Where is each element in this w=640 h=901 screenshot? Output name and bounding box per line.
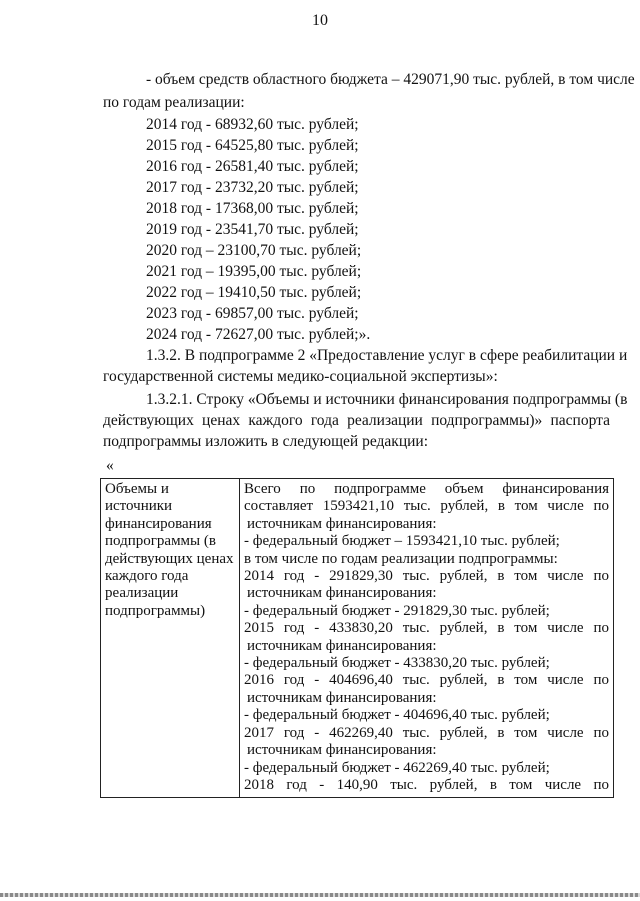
section-132-line-2: государственной системы медико-социальной экспертизы»: — [103, 368, 498, 385]
year-item: 2024 год - 72627,00 тыс. рублей;». — [146, 326, 371, 343]
scan-edge-rule — [0, 893, 640, 897]
intro-line-1: - объем средств областного бюджета – 429071,90 тыс. рублей, в том числе — [146, 71, 635, 88]
financing-line: источникам финансирования: — [247, 689, 437, 706]
financing-line: 2018 год - 140,90 тыс. рублей, в том числе по — [244, 776, 609, 793]
open-quote: « — [106, 457, 114, 474]
year-item: 2022 год – 19410,50 тыс. рублей; — [146, 284, 362, 301]
section-1321-line-1: 1.3.2.1. Строку «Объемы и источники финансирования подпрограммы (в — [146, 391, 628, 408]
row-header-line: источники — [105, 498, 173, 515]
financing-line: 2014 год - 291829,30 тыс. рублей, в том числе по — [244, 568, 609, 585]
row-header-line: подпрограммы) — [105, 602, 206, 619]
row-header-line: финансирования — [105, 515, 212, 532]
table-row — [101, 479, 614, 798]
financing-line: источникам финансирования: — [247, 515, 437, 532]
year-item: 2014 год - 68932,60 тыс. рублей; — [146, 116, 359, 133]
row-header-line: реализации — [105, 585, 179, 602]
year-item: 2020 год – 23100,70 тыс. рублей; — [146, 242, 362, 259]
financing-line: - федеральный бюджет – 1593421,10 тыс. рублей; — [244, 533, 560, 550]
section-1321-line-3: подпрограммы изложить в следующей редакции: — [103, 433, 429, 450]
year-item: 2019 год - 23541,70 тыс. рублей; — [146, 221, 359, 238]
year-item: 2018 год - 17368,00 тыс. рублей; — [146, 200, 359, 217]
year-item: 2017 год - 23732,20 тыс. рублей; — [146, 179, 359, 196]
financing-details-cell — [240, 479, 614, 798]
year-item: 2023 год - 69857,00 тыс. рублей; — [146, 305, 359, 322]
financing-line: 2017 год - 462269,40 тыс. рублей, в том числе по — [244, 724, 609, 741]
financing-line: - федеральный бюджет - 462269,40 тыс. рублей; — [244, 759, 550, 776]
financing-line: 2016 год - 404696,40 тыс. рублей, в том числе по — [244, 672, 609, 689]
section-132-line-1: 1.3.2. В подпрограмме 2 «Предоставление услуг в сфере реабилитации и — [146, 347, 628, 364]
financing-line: - федеральный бюджет - 291829,30 тыс. рублей; — [244, 602, 550, 619]
row-header-line: Объемы и — [105, 481, 169, 497]
financing-line: источникам финансирования: — [247, 585, 437, 602]
page-number: 10 — [312, 12, 328, 29]
financing-line: в том числе по годам реализации подпрограммы: — [244, 550, 558, 567]
financing-table — [100, 478, 614, 798]
financing-line: - федеральный бюджет - 404696,40 тыс. рублей; — [244, 707, 550, 724]
row-header-line: действующих ценах — [105, 550, 234, 567]
year-item: 2021 год – 19395,00 тыс. рублей; — [146, 263, 362, 280]
financing-line: Всего по подпрограмме объем финансирования — [244, 481, 609, 497]
row-header-line: подпрограммы (в — [105, 533, 216, 550]
section-1321-line-2: действующих ценах каждого года реализации подпрограммы)» паспорта — [103, 412, 610, 429]
financing-line: источникам финансирования: — [247, 637, 437, 654]
row-header-cell — [101, 479, 240, 798]
financing-line: 2015 год - 433830,20 тыс. рублей, в том числе по — [244, 620, 609, 637]
financing-line: составляет 1593421,10 тыс. рублей, в том числе по — [244, 498, 609, 515]
year-item: 2015 год - 64525,80 тыс. рублей; — [146, 137, 359, 154]
year-item: 2016 год - 26581,40 тыс. рублей; — [146, 158, 359, 175]
financing-details — [244, 481, 609, 794]
intro-line-2: по годам реализации: — [103, 94, 245, 111]
financing-line: - федеральный бюджет - 433830,20 тыс. рублей; — [244, 655, 550, 672]
row-header-line: каждого года — [105, 568, 189, 585]
financing-line: источникам финансирования: — [247, 742, 437, 759]
